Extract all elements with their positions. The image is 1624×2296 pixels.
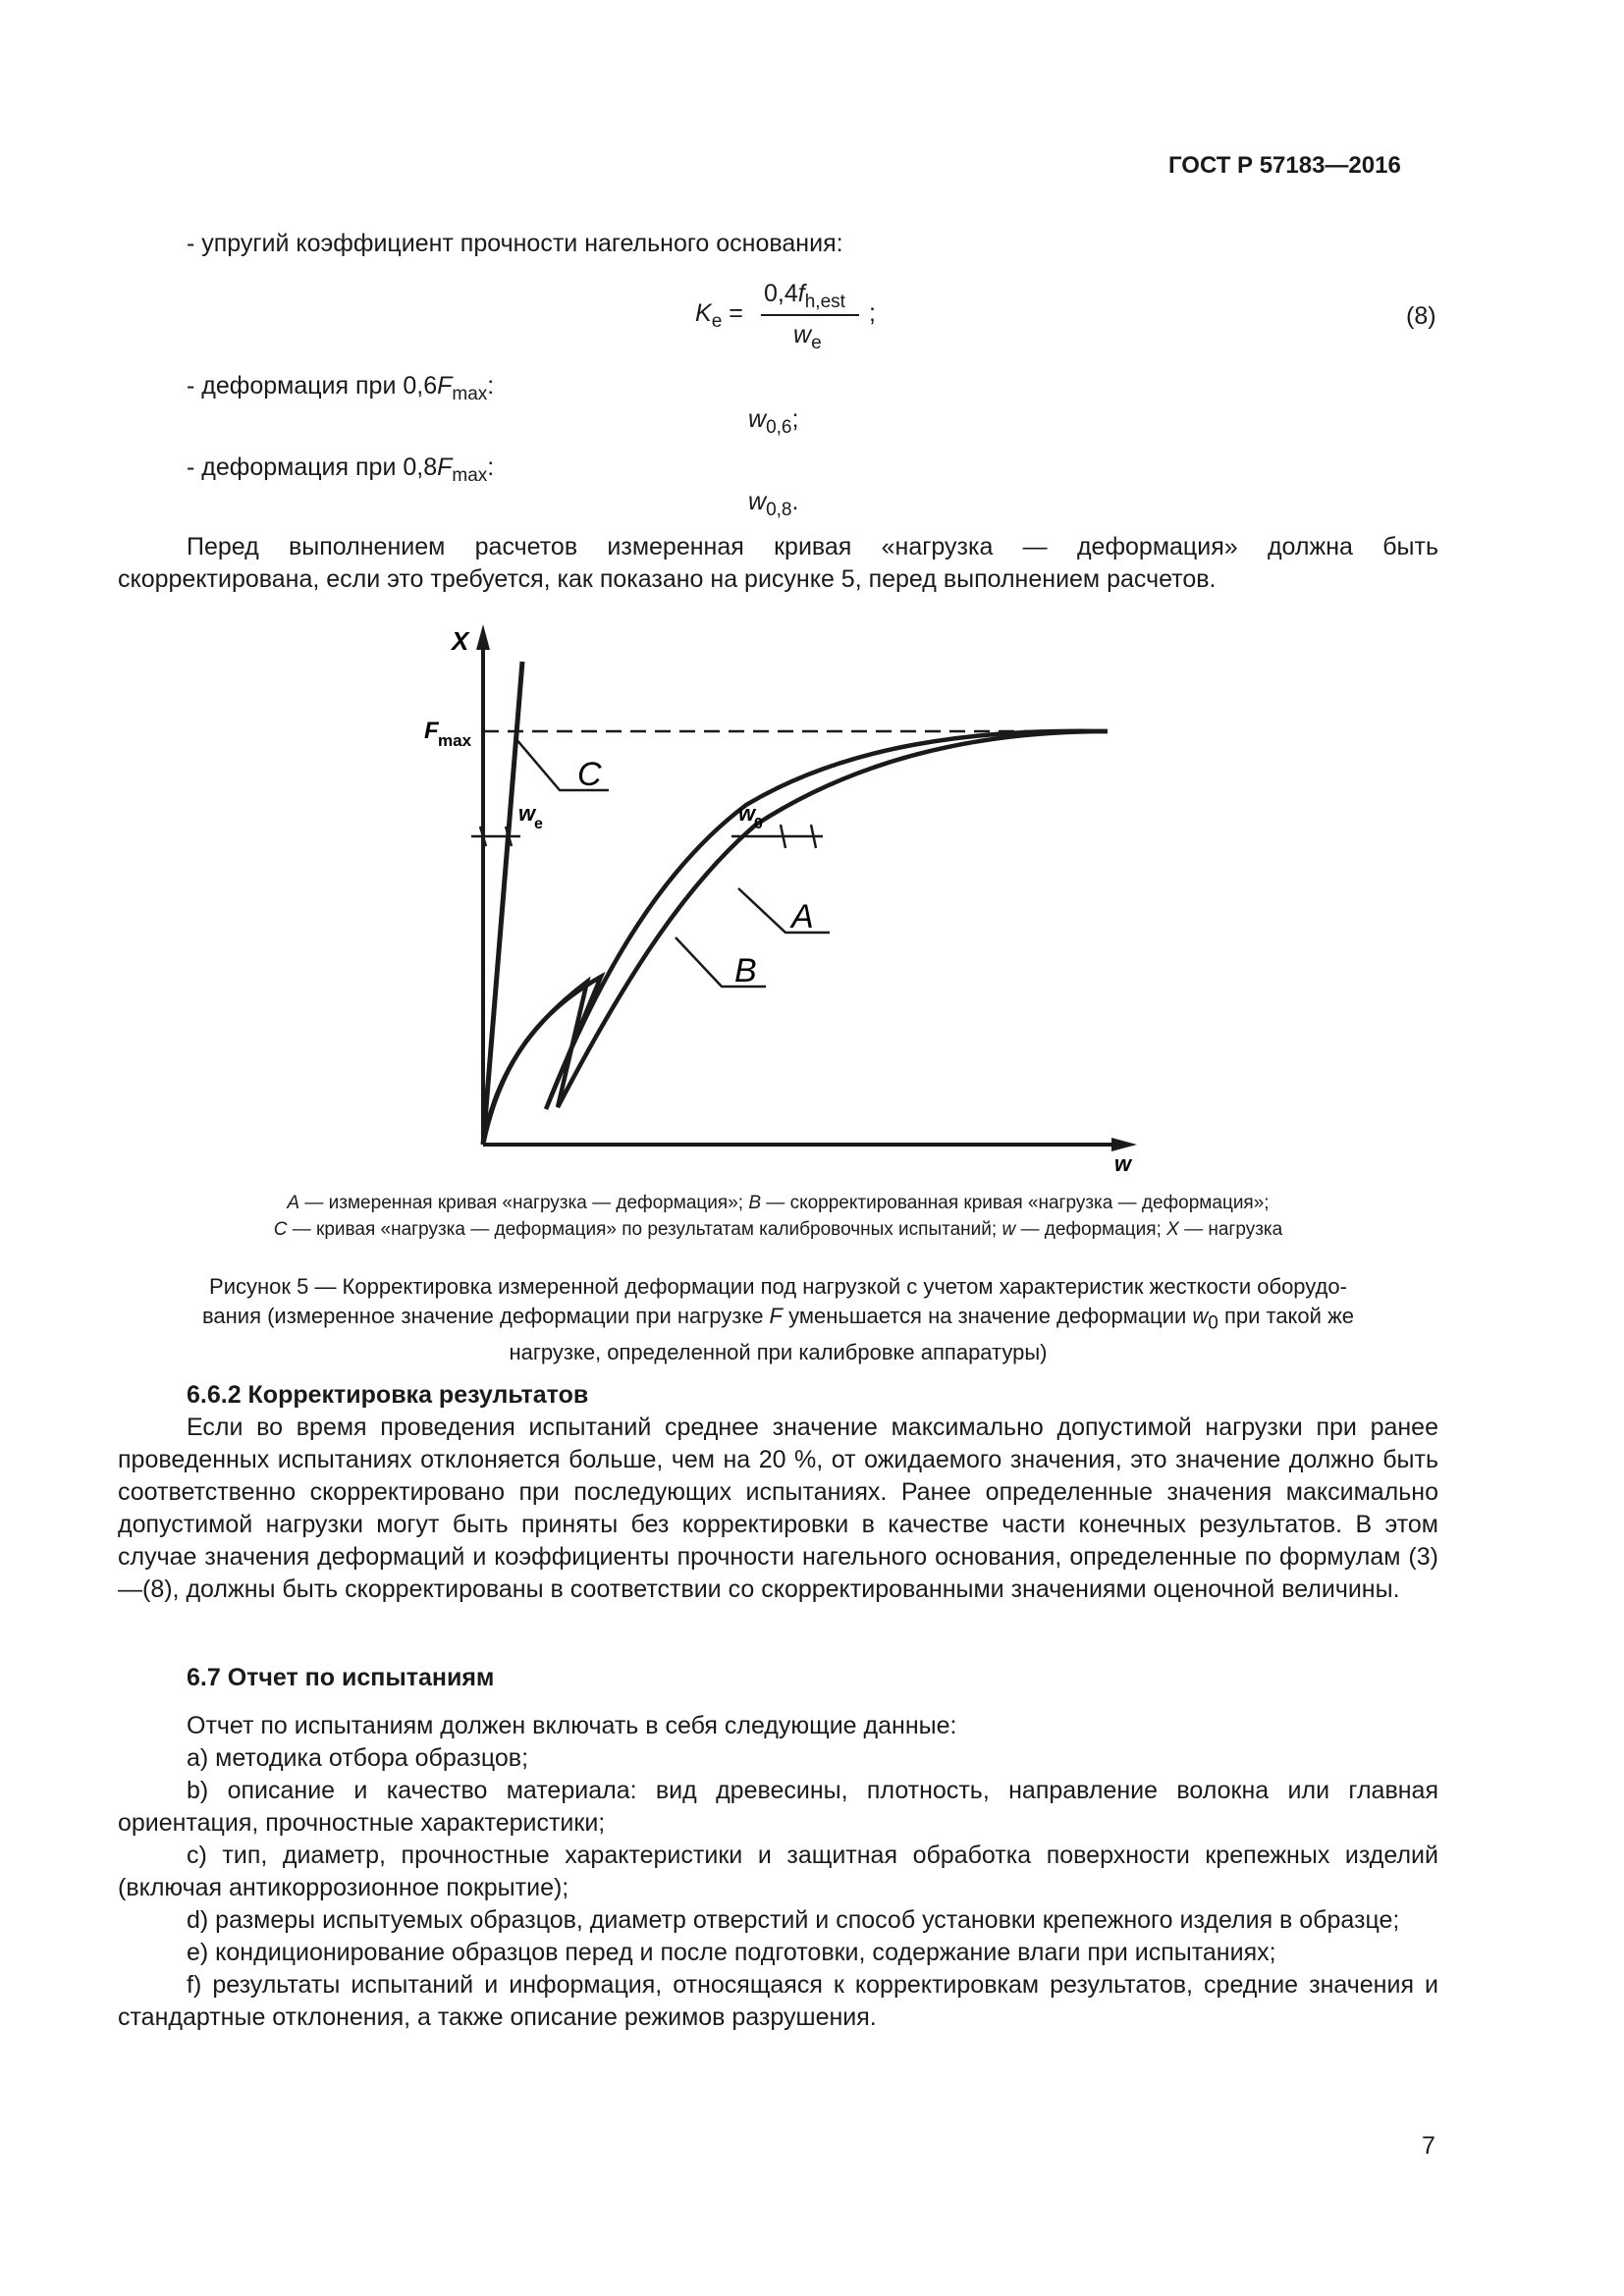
ke-num-sub: h,est	[804, 292, 845, 312]
caption-line2b: уменьшается на значение деформации	[783, 1304, 1193, 1328]
we-label-letter: w	[518, 801, 536, 826]
legend-C-text: — кривая «нагрузка — деформация» по результатам калибровочных испытаний;	[287, 1219, 1002, 1240]
w06-intro-end: :	[487, 372, 495, 400]
legend-A-key: A	[287, 1193, 300, 1213]
section-67-title: 6.7 Отчет по испытаниям	[187, 1664, 495, 1691]
list-item: d) размеры испытуемых образцов, диаметр отверстий и способ установки крепежного изделия в образце;	[187, 1906, 1400, 1934]
caption-line2	[118, 1302, 1438, 1338]
figure-legend-line1	[118, 1191, 1438, 1215]
ke-semicolon: ;	[869, 299, 876, 327]
w08-sub: 0,8	[766, 500, 792, 520]
ke-num-letter: f	[797, 280, 805, 307]
legend-A-text: — измеренная кривая «нагрузка — деформация»;	[299, 1193, 749, 1213]
w08-intro-sub: max	[452, 465, 488, 486]
fmax-label-sub: max	[438, 731, 472, 750]
w06-intro-text: - деформация при 0,6	[187, 372, 438, 400]
x-axis-label: w	[1114, 1151, 1132, 1176]
label-A: A	[791, 898, 814, 935]
intro-paragraph: Перед выполнением расчетов измеренная кривая «нагрузка — деформация» должна быть скорректирована, если это требуется, как показано на рисунке 5, перед выполнением расчетов.	[118, 533, 1438, 593]
curve-C	[483, 662, 522, 1145]
y-axis-label: X	[452, 626, 469, 656]
label-B: B	[734, 952, 757, 989]
figure-caption	[118, 1272, 1438, 1367]
formula-number: (8)	[1406, 302, 1436, 330]
legend-C-key: C	[273, 1219, 288, 1240]
w06-sub: 0,6	[766, 417, 792, 438]
w06-intro-F: F	[437, 372, 453, 400]
w06-end: ;	[791, 405, 799, 433]
report-items-list	[118, 1742, 1438, 2034]
w06-intro-sub: max	[452, 384, 488, 404]
fmax-label-letter: F	[424, 718, 439, 744]
ke-symbol: K	[695, 299, 712, 327]
label-C: C	[577, 756, 602, 793]
curve-A	[483, 731, 1108, 1145]
figure-legend-line2	[118, 1217, 1438, 1242]
list-item: e) кондиционирование образцов перед и после подготовки, содержание влаги при испытаниях;	[187, 1939, 1276, 1966]
w0-label-sub: 0	[754, 816, 763, 832]
ke-intro: - упругий коэффициент прочности нагельного основания:	[187, 230, 843, 257]
w06-letter: w	[748, 405, 767, 433]
we-label-sub: e	[534, 816, 543, 832]
list-item: b) описание и качество материала: вид древесины, плотность, направление волокна или главная ориентация, прочностные характеристики;	[118, 1777, 1438, 1837]
page-number: 7	[1422, 2132, 1435, 2160]
section-662-title: 6.6.2 Корректировка результатов	[187, 1381, 589, 1409]
section-662-body: Если во время проведения испытаний среднее значение максимально допустимой нагрузки при ранее проведенных испытаниях отклоняется больше, чем на 20 %, от ожидаемого значения, это значение должно быть соответственно скорректировано при последующих испытаниях. Ранее определенные значения максимально допустимой нагрузки могут быть приняты без корректировки в качестве части конечных результатов. В этом случае значения деформаций и коэффициенты прочности нагельного основания, определенные по формулам (3)—(8), должны быть скорректированы в соответствии со скорректированными значениями оценочной величины.	[118, 1414, 1438, 1603]
w08-intro-F: F	[437, 454, 453, 481]
caption-w-sub: 0	[1208, 1312, 1218, 1334]
list-item: c) тип, диаметр, прочностные характеристики и защитная обработка поверхности крепежных изделий (включая антикоррозионное покрытие);	[118, 1842, 1438, 1901]
x-axis-arrow	[1111, 1138, 1137, 1151]
w08-intro-end: :	[487, 454, 495, 481]
legend-w-text: — деформация;	[1015, 1219, 1167, 1240]
list-item: f) результаты испытаний и информация, относящаяся к корректировкам результатов, средние значения и стандартные отклонения, а также описание режимов разрушения.	[118, 1971, 1438, 2031]
caption-line2c: при такой же	[1218, 1304, 1355, 1328]
legend-B-key: B	[748, 1193, 762, 1213]
w08-letter: w	[748, 488, 767, 515]
list-item: a) методика отбора образцов;	[187, 1744, 529, 1772]
legend-B-text: — скорректированная кривая «нагрузка — деформация»;	[761, 1193, 1270, 1213]
caption-line2a: вания (измеренное значение деформации при нагрузке	[201, 1304, 770, 1328]
w0-label-letter: w	[738, 801, 756, 826]
ke-equals: =	[729, 299, 743, 327]
y-axis-arrow	[476, 624, 490, 650]
ke-den-letter: w	[793, 321, 812, 348]
document-id: ГОСТ Р 57183—2016	[1168, 152, 1401, 179]
ke-den-sub: e	[811, 333, 822, 353]
w08-intro-text: - деформация при 0,8	[187, 454, 438, 481]
caption-w: w	[1192, 1304, 1209, 1328]
legend-w-key: w	[1001, 1219, 1016, 1240]
leader-A	[738, 888, 830, 933]
legend-X-key: X	[1166, 1219, 1179, 1240]
section-67-intro: Отчет по испытаниям должен включать в себя следующие данные:	[187, 1712, 957, 1739]
caption-F: F	[769, 1304, 783, 1328]
caption-line3: нагрузке, определенной при калибровке аппаратуры)	[509, 1340, 1048, 1365]
w08-end: .	[791, 488, 799, 515]
ke-subscript: e	[711, 311, 723, 332]
ke-num-coef: 0,4	[764, 280, 798, 307]
caption-line1: Рисунок 5 — Корректировка измеренной деформации под нагрузкой с учетом характеристик жесткости оборудо-	[209, 1274, 1347, 1299]
legend-X-text: — нагрузка	[1178, 1219, 1283, 1240]
